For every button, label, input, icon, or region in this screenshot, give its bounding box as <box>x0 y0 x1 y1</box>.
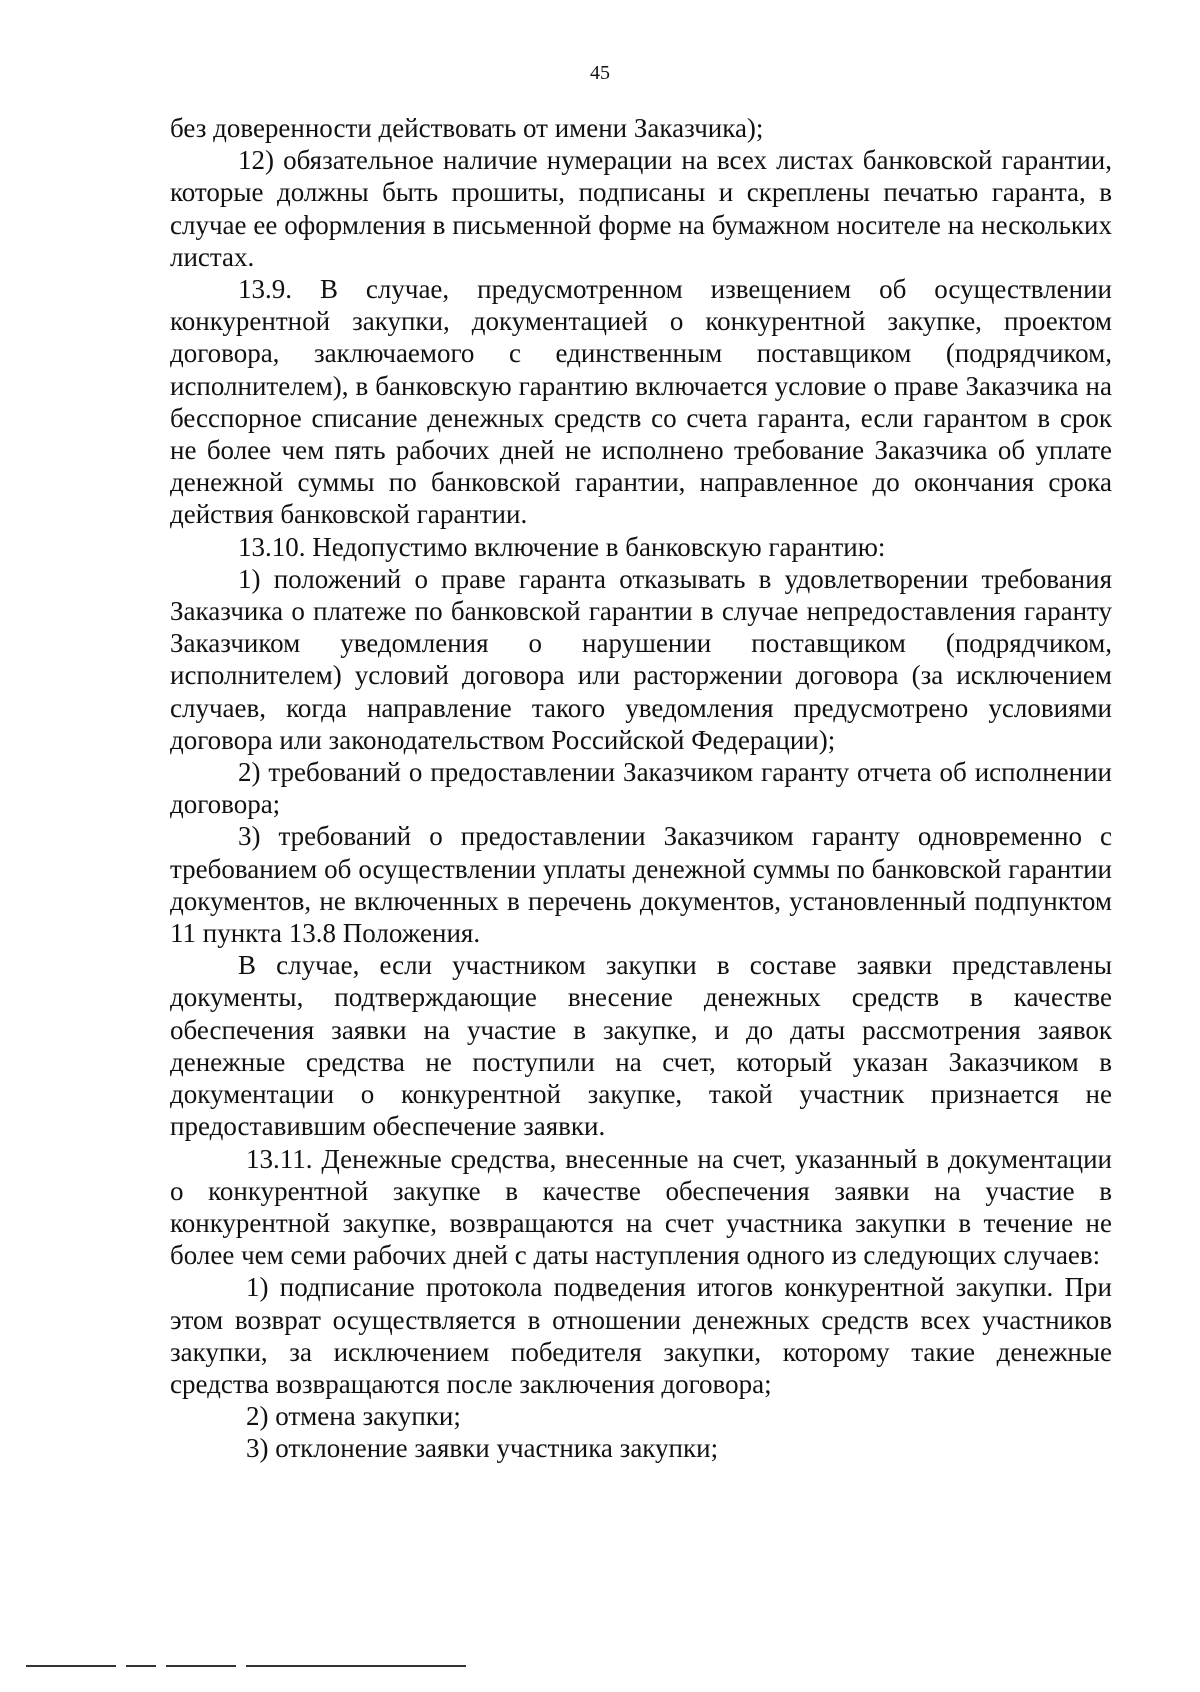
paragraph: 3) отклонение заявки участника закупки; <box>246 1433 719 1464</box>
paragraph: 13.11. Денежные средства, внесенные на счет, указанный в документации о конкурентной закупке в качестве обеспечения заявки на участие в конкурентной закупке, возвращаются на счет участника закупки в течение не более чем семи рабочих дней с даты наступления одного из следующих случаев: <box>170 1143 1112 1271</box>
paragraph: 13.10. Недопустимо включение в банковскую гарантию: <box>238 531 886 562</box>
scan-line <box>246 1665 466 1667</box>
paragraph: 12) обязательное наличие нумерации на всех листах банковской гарантии, которые должны быть прошиты, подписаны и скреплены печатью гаранта, в случае ее оформления в письменной форме на бумажном носителе на нескольких листах. <box>170 145 1112 272</box>
paragraph: 2) отмена закупки; <box>246 1401 461 1432</box>
scan-artifact-lines <box>26 1665 466 1667</box>
paragraph: 2) требований о предоставлении Заказчиком гаранту отчета об исполнении договора; <box>170 757 1112 820</box>
document-body <box>170 112 1112 1465</box>
paragraph: 1) подписание протокола подведения итогов конкурентной закупки. При этом возврат осуществляется в отношении денежных средств всех участников закупки, за исключением победителя закупки, которому такие денежные средства возвращаются после заключения договора; <box>170 1272 1112 1399</box>
scan-line <box>126 1665 156 1667</box>
paragraph: В случае, если участником закупки в составе заявки представлены документы, подтверждающие внесение денежных средств в качестве обеспечения заявки на участие в закупке, и до даты рассмотрения заявок денежные средства не поступили на счет, который указан Заказчиком в документации о конкурентной закупке, такой участник признается не предоставившим обеспечение заявки. <box>170 950 1112 1142</box>
paragraph: без доверенности действовать от имени Заказчика); <box>170 113 764 143</box>
page-number: 45 <box>590 62 610 84</box>
paragraph: 3) требований о предоставлении Заказчиком гаранту одновременно с требованием об осуществлении уплаты денежной суммы по банковской гарантии документов, не включенных в перечень документов, установленный подпунктом 11 пункта 13.8 Положения. <box>170 821 1112 949</box>
paragraph: 1) положений о праве гаранта отказывать в удовлетворении требования Заказчика о платеже по банковской гарантии в случае непредоставления гаранту Заказчиком уведомления о нарушении поставщиком (подрядчиком, исполнителем) условий договора или расторжении договора (за исключением случаев, когда направление такого уведомления предусмотрено условиями договора или законодательством Российской Федерации); <box>170 563 1112 755</box>
scan-line <box>166 1665 236 1667</box>
scan-line <box>26 1665 116 1667</box>
paragraph: 13.9. В случае, предусмотренном извещением об осуществлении конкурентной закупки, документацией о конкурентной закупке, проектом договора, заключаемого с единственным поставщиком (подрядчиком, исполнителем), в банковскую гарантию включается условие о праве Заказчика на бесспорное списание денежных средств со счета гаранта, если гарантом в срок не более чем пять рабочих дней не исполнено требование Заказчика об уплате денежной суммы по банковской гарантии, направленное до окончания срока действия банковской гарантии. <box>170 274 1112 530</box>
